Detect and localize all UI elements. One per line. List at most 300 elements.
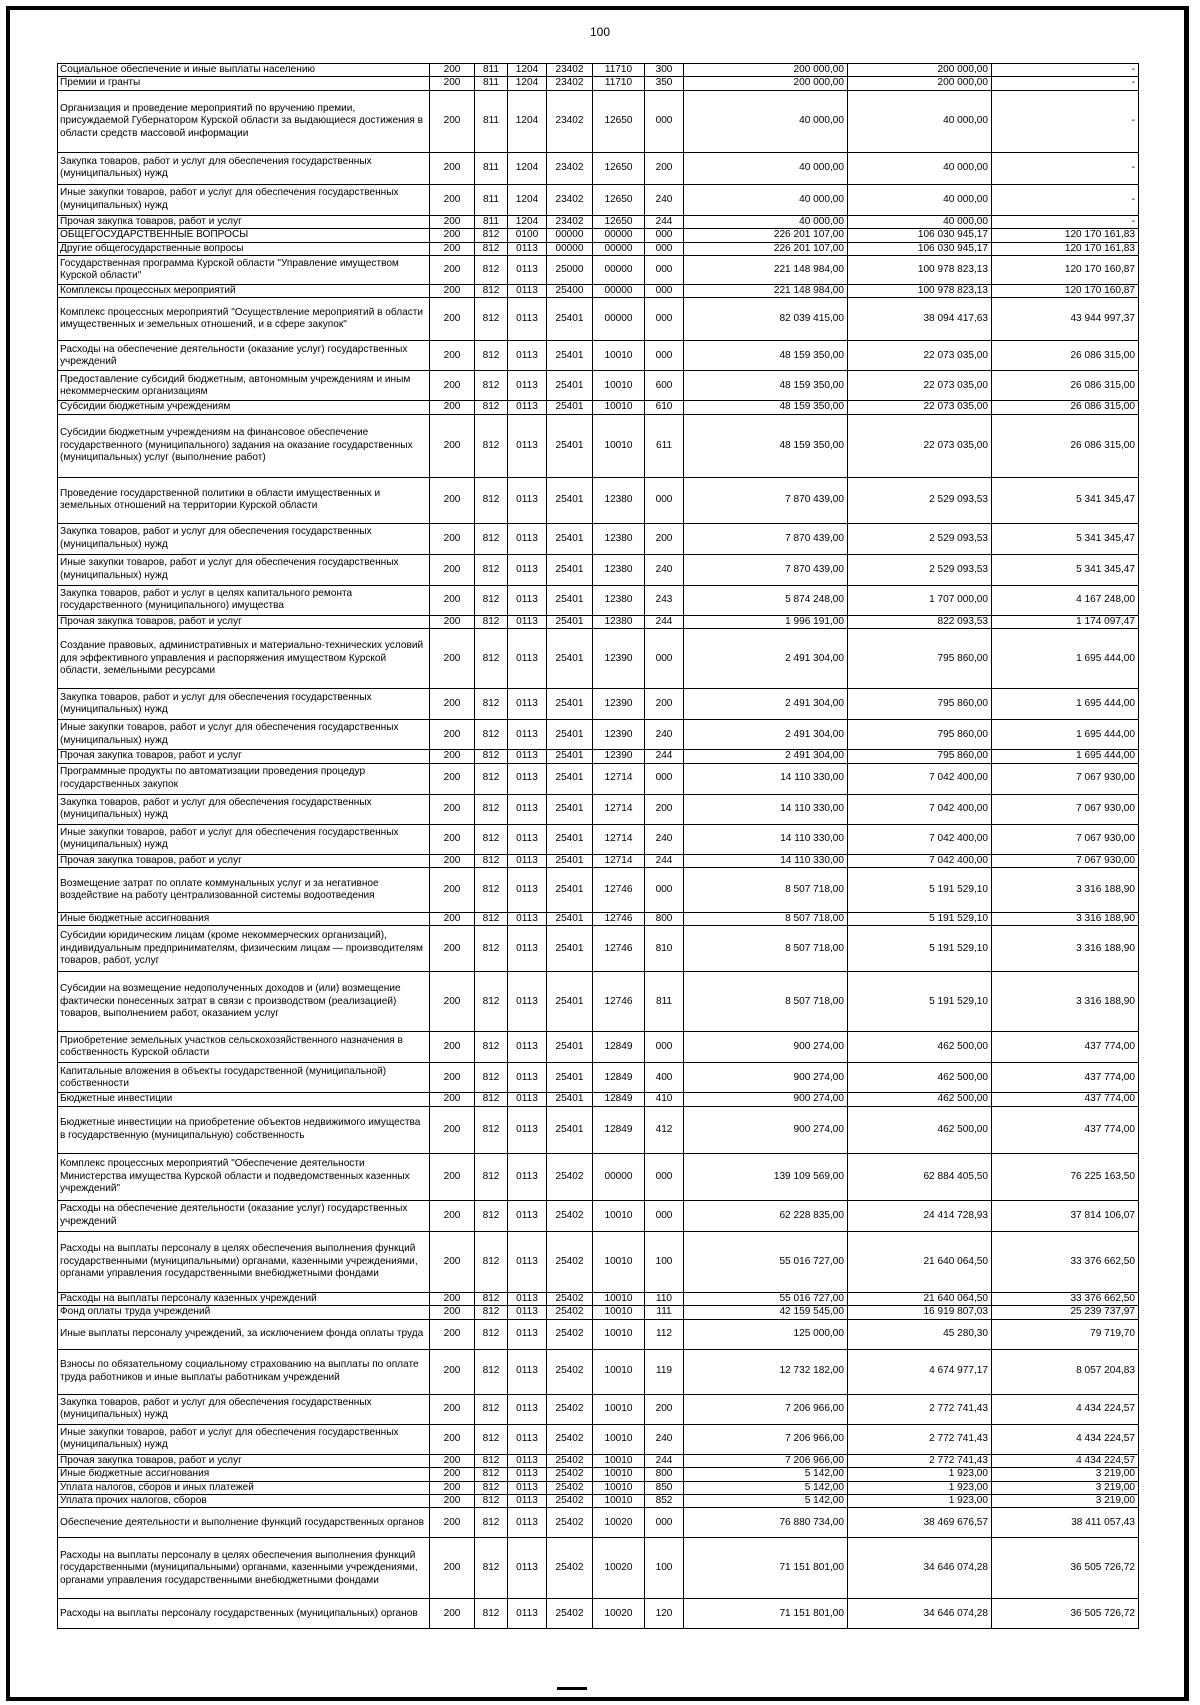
value-remaining: 5 341 345,47: [992, 554, 1139, 585]
value-plan: 5 142,00: [684, 1494, 848, 1507]
table-row: [58, 1468, 1139, 1481]
code-ministry: 812: [475, 615, 508, 628]
code-expense-type: 112: [645, 1319, 684, 1349]
code-section: 0113: [508, 1508, 547, 1538]
value-plan: 200 000,00: [684, 64, 848, 77]
row-name: Обеспечение деятельности и выполнение функций государственных органов: [58, 1508, 430, 1538]
code-ministry: 812: [475, 1200, 508, 1231]
value-plan: 62 228 835,00: [684, 1200, 848, 1231]
value-remaining: 4 434 224,57: [992, 1424, 1139, 1454]
code-expense-type: 000: [645, 256, 684, 285]
code-program: 25401: [547, 629, 593, 689]
row-name: Проведение государственной политики в области имущественных и земельных отношений на территории Курской области: [58, 477, 430, 523]
table-row: [58, 1319, 1139, 1349]
code-admin: 200: [430, 1468, 475, 1481]
table-row: [58, 341, 1139, 371]
value-plan: 221 148 984,00: [684, 256, 848, 285]
code-admin: 200: [430, 1424, 475, 1454]
code-section: 0113: [508, 720, 547, 750]
value-plan: 900 274,00: [684, 1093, 848, 1106]
table-row: [58, 1494, 1139, 1507]
value-plan: 14 110 330,00: [684, 763, 848, 794]
code-direction: 12650: [593, 90, 645, 152]
row-name: Иные выплаты персоналу учреждений, за исключением фонда оплаты труда: [58, 1319, 430, 1349]
code-direction: 12746: [593, 868, 645, 913]
code-expense-type: 119: [645, 1349, 684, 1394]
code-admin: 200: [430, 1494, 475, 1507]
code-section: 0113: [508, 1494, 547, 1507]
code-program: 25401: [547, 868, 593, 913]
value-plan: 2 491 304,00: [684, 689, 848, 720]
code-direction: 12849: [593, 1106, 645, 1153]
code-admin: 200: [430, 64, 475, 77]
code-program: 23402: [547, 64, 593, 77]
value-plan: 226 201 107,00: [684, 229, 848, 242]
code-program: 25402: [547, 1424, 593, 1454]
row-name: Премии и гранты: [58, 77, 430, 90]
code-section: 0113: [508, 554, 547, 585]
code-ministry: 811: [475, 77, 508, 90]
table-row: [58, 229, 1139, 242]
value-executed: 38 469 676,57: [848, 1508, 992, 1538]
code-program: 25401: [547, 824, 593, 854]
code-admin: 200: [430, 720, 475, 750]
code-ministry: 811: [475, 90, 508, 152]
row-name: Создание правовых, административных и материально-технических условий для эффективного управления и распоряжения имуществом Курской области, земельными ресурсами: [58, 629, 430, 689]
table-row: [58, 77, 1139, 90]
code-program: 25401: [547, 1106, 593, 1153]
code-program: 25401: [547, 689, 593, 720]
value-plan: 42 159 545,00: [684, 1306, 848, 1319]
value-executed: 795 860,00: [848, 750, 992, 763]
code-direction: 00000: [593, 298, 645, 341]
code-admin: 200: [430, 229, 475, 242]
value-executed: 5 191 529,10: [848, 868, 992, 913]
value-executed: 16 919 807,03: [848, 1306, 992, 1319]
code-program: 25402: [547, 1481, 593, 1494]
code-expense-type: 810: [645, 926, 684, 972]
value-remaining: 26 086 315,00: [992, 401, 1139, 414]
value-executed: 40 000,00: [848, 90, 992, 152]
value-plan: 14 110 330,00: [684, 854, 848, 867]
row-name: Взносы по обязательному социальному страхованию на выплаты по оплате труда работников и иные выплаты работникам учреждений: [58, 1349, 430, 1394]
code-direction: 10020: [593, 1599, 645, 1629]
page-number: 100: [589, 25, 611, 39]
value-remaining: 5 341 345,47: [992, 477, 1139, 523]
code-section: 1204: [508, 64, 547, 77]
row-name: Иные закупки товаров, работ и услуг для обеспечения государственных (муниципальных) нужд: [58, 184, 430, 215]
value-plan: 48 159 350,00: [684, 371, 848, 401]
value-executed: 22 073 035,00: [848, 371, 992, 401]
code-direction: 10010: [593, 1292, 645, 1305]
table-row: [58, 1349, 1139, 1394]
code-program: 25401: [547, 371, 593, 401]
code-section: 0113: [508, 763, 547, 794]
code-ministry: 812: [475, 763, 508, 794]
code-direction: 10010: [593, 1468, 645, 1481]
value-remaining: 7 067 930,00: [992, 794, 1139, 824]
table-row: [58, 1538, 1139, 1599]
value-executed: 200 000,00: [848, 64, 992, 77]
table-row: [58, 824, 1139, 854]
code-admin: 200: [430, 1394, 475, 1424]
code-admin: 200: [430, 1292, 475, 1305]
code-program: 25401: [547, 585, 593, 615]
table-row: [58, 523, 1139, 554]
code-program: 25401: [547, 1032, 593, 1063]
code-ministry: 812: [475, 1599, 508, 1629]
value-plan: 5 142,00: [684, 1481, 848, 1494]
code-section: 0113: [508, 414, 547, 477]
code-expense-type: 000: [645, 868, 684, 913]
code-expense-type: 350: [645, 77, 684, 90]
code-admin: 200: [430, 1106, 475, 1153]
code-program: 25401: [547, 854, 593, 867]
value-executed: 2 772 741,43: [848, 1424, 992, 1454]
code-section: 0113: [508, 1454, 547, 1467]
row-name: Расходы на выплаты персоналу в целях обеспечения выполнения функций государственными (муниципальными) органами, казенными учреждениями, органами управления государственными внебюджетными фондами: [58, 1538, 430, 1599]
table-row: [58, 913, 1139, 926]
code-admin: 200: [430, 215, 475, 228]
value-remaining: -: [992, 152, 1139, 184]
value-plan: 226 201 107,00: [684, 242, 848, 255]
code-expense-type: 000: [645, 242, 684, 255]
row-name: Другие общегосударственные вопросы: [58, 242, 430, 255]
value-remaining: -: [992, 184, 1139, 215]
code-admin: 200: [430, 629, 475, 689]
value-remaining: 3 219,00: [992, 1468, 1139, 1481]
value-remaining: 38 411 057,43: [992, 1508, 1139, 1538]
code-direction: 10010: [593, 1424, 645, 1454]
code-direction: 12380: [593, 615, 645, 628]
row-name: Иные закупки товаров, работ и услуг для обеспечения государственных (муниципальных) нужд: [58, 720, 430, 750]
code-expense-type: 240: [645, 824, 684, 854]
code-ministry: 812: [475, 1481, 508, 1494]
row-name: Субсидии бюджетным учреждениям: [58, 401, 430, 414]
value-executed: 2 772 741,43: [848, 1394, 992, 1424]
row-name: ОБЩЕГОСУДАРСТВЕННЫЕ ВОПРОСЫ: [58, 229, 430, 242]
code-section: 0113: [508, 371, 547, 401]
code-section: 0113: [508, 1153, 547, 1200]
row-name: Иные закупки товаров, работ и услуг для обеспечения государственных (муниципальных) нужд: [58, 1424, 430, 1454]
value-plan: 7 870 439,00: [684, 477, 848, 523]
code-program: 25401: [547, 1063, 593, 1093]
code-section: 0113: [508, 1093, 547, 1106]
value-executed: 62 884 405,50: [848, 1153, 992, 1200]
value-remaining: 1 695 444,00: [992, 750, 1139, 763]
code-program: 25401: [547, 750, 593, 763]
code-program: 23402: [547, 184, 593, 215]
code-admin: 200: [430, 1231, 475, 1292]
value-executed: 24 414 728,93: [848, 1200, 992, 1231]
value-remaining: 437 774,00: [992, 1063, 1139, 1093]
code-ministry: 812: [475, 1306, 508, 1319]
code-program: 25401: [547, 341, 593, 371]
code-ministry: 812: [475, 750, 508, 763]
code-expense-type: 000: [645, 229, 684, 242]
value-executed: 2 772 741,43: [848, 1454, 992, 1467]
code-ministry: 811: [475, 184, 508, 215]
code-ministry: 812: [475, 341, 508, 371]
code-ministry: 812: [475, 1106, 508, 1153]
budget-table: [57, 63, 1139, 1629]
code-direction: 12390: [593, 750, 645, 763]
code-direction: 10010: [593, 1349, 645, 1394]
value-plan: 1 996 191,00: [684, 615, 848, 628]
value-executed: 22 073 035,00: [848, 414, 992, 477]
code-section: 0113: [508, 824, 547, 854]
code-ministry: 812: [475, 689, 508, 720]
code-admin: 200: [430, 1063, 475, 1093]
value-executed: 21 640 064,50: [848, 1292, 992, 1305]
code-section: 1204: [508, 77, 547, 90]
table-row: [58, 477, 1139, 523]
code-ministry: 812: [475, 1292, 508, 1305]
value-executed: 100 978 823,13: [848, 256, 992, 285]
code-direction: 12390: [593, 689, 645, 720]
code-section: 0113: [508, 1538, 547, 1599]
code-admin: 200: [430, 1508, 475, 1538]
code-section: 0113: [508, 1394, 547, 1424]
row-name: Прочая закупка товаров, работ и услуг: [58, 854, 430, 867]
code-expense-type: 100: [645, 1538, 684, 1599]
table-row: [58, 1200, 1139, 1231]
code-expense-type: 110: [645, 1292, 684, 1305]
code-admin: 200: [430, 926, 475, 972]
value-executed: 34 646 074,28: [848, 1538, 992, 1599]
value-remaining: -: [992, 90, 1139, 152]
code-expense-type: 811: [645, 972, 684, 1032]
value-plan: 55 016 727,00: [684, 1231, 848, 1292]
code-expense-type: 000: [645, 298, 684, 341]
value-remaining: 33 376 662,50: [992, 1231, 1139, 1292]
code-section: 0100: [508, 229, 547, 242]
code-ministry: 812: [475, 1508, 508, 1538]
value-plan: 8 507 718,00: [684, 913, 848, 926]
table-row: [58, 1231, 1139, 1292]
code-program: 25402: [547, 1306, 593, 1319]
code-direction: 10020: [593, 1508, 645, 1538]
row-name: Расходы на выплаты персоналу государственных (муниципальных) органов: [58, 1599, 430, 1629]
value-executed: 200 000,00: [848, 77, 992, 90]
value-plan: 7 206 966,00: [684, 1394, 848, 1424]
code-direction: 00000: [593, 285, 645, 298]
code-expense-type: 800: [645, 913, 684, 926]
code-direction: 12380: [593, 585, 645, 615]
code-expense-type: 000: [645, 763, 684, 794]
row-name: Расходы на выплаты персоналу казенных учреждений: [58, 1292, 430, 1305]
value-remaining: 3 219,00: [992, 1494, 1139, 1507]
code-direction: 12746: [593, 926, 645, 972]
value-executed: 5 191 529,10: [848, 972, 992, 1032]
code-ministry: 812: [475, 1424, 508, 1454]
table-row: [58, 1153, 1139, 1200]
code-admin: 200: [430, 477, 475, 523]
code-expense-type: 610: [645, 401, 684, 414]
code-ministry: 812: [475, 1319, 508, 1349]
table-row: [58, 1063, 1139, 1093]
code-section: 0113: [508, 1292, 547, 1305]
table-row: [58, 1481, 1139, 1494]
code-expense-type: 000: [645, 90, 684, 152]
code-admin: 200: [430, 763, 475, 794]
value-executed: 1 923,00: [848, 1494, 992, 1507]
code-program: 25401: [547, 523, 593, 554]
code-admin: 200: [430, 1349, 475, 1394]
code-expense-type: 200: [645, 152, 684, 184]
row-name: Закупка товаров, работ и услуг в целях капитального ремонта государственного (муниципального) имущества: [58, 585, 430, 615]
value-remaining: 3 316 188,90: [992, 972, 1139, 1032]
value-remaining: 1 174 097,47: [992, 615, 1139, 628]
code-expense-type: 000: [645, 1153, 684, 1200]
code-admin: 200: [430, 152, 475, 184]
value-remaining: 3 219,00: [992, 1481, 1139, 1494]
code-expense-type: 410: [645, 1093, 684, 1106]
value-remaining: 36 505 726,72: [992, 1599, 1139, 1629]
code-program: 25402: [547, 1231, 593, 1292]
value-plan: 2 491 304,00: [684, 629, 848, 689]
value-plan: 900 274,00: [684, 1032, 848, 1063]
code-ministry: 812: [475, 585, 508, 615]
code-expense-type: 000: [645, 1200, 684, 1231]
row-name: Прочая закупка товаров, работ и услуг: [58, 615, 430, 628]
value-plan: 7 870 439,00: [684, 523, 848, 554]
row-name: Иные закупки товаров, работ и услуг для обеспечения государственных (муниципальных) нужд: [58, 554, 430, 585]
value-plan: 7 870 439,00: [684, 554, 848, 585]
table-row: [58, 285, 1139, 298]
table-row: [58, 256, 1139, 285]
value-executed: 795 860,00: [848, 689, 992, 720]
code-ministry: 812: [475, 1153, 508, 1200]
code-expense-type: 100: [645, 1231, 684, 1292]
value-executed: 106 030 945,17: [848, 229, 992, 242]
code-expense-type: 000: [645, 629, 684, 689]
row-name: Закупка товаров, работ и услуг для обеспечения государственных (муниципальных) нужд: [58, 689, 430, 720]
value-plan: 900 274,00: [684, 1063, 848, 1093]
value-remaining: 26 086 315,00: [992, 341, 1139, 371]
code-expense-type: 600: [645, 371, 684, 401]
code-admin: 200: [430, 371, 475, 401]
value-executed: 462 500,00: [848, 1093, 992, 1106]
code-ministry: 812: [475, 371, 508, 401]
code-section: 1204: [508, 184, 547, 215]
code-section: 1204: [508, 215, 547, 228]
value-executed: 822 093,53: [848, 615, 992, 628]
code-section: 0113: [508, 794, 547, 824]
value-executed: 40 000,00: [848, 152, 992, 184]
table-row: [58, 414, 1139, 477]
code-program: 25401: [547, 913, 593, 926]
budget-table-body: [58, 64, 1139, 1629]
code-section: 0113: [508, 1424, 547, 1454]
code-expense-type: 200: [645, 794, 684, 824]
code-admin: 200: [430, 285, 475, 298]
table-row: [58, 1454, 1139, 1467]
code-expense-type: 200: [645, 1394, 684, 1424]
code-section: 0113: [508, 1106, 547, 1153]
code-ministry: 812: [475, 256, 508, 285]
code-program: 25000: [547, 256, 593, 285]
code-section: 0113: [508, 298, 547, 341]
row-name: Государственная программа Курской области "Управление имуществом Курской области": [58, 256, 430, 285]
row-name: Иные закупки товаров, работ и услуг для обеспечения государственных (муниципальных) нужд: [58, 824, 430, 854]
row-name: Комплексы процессных мероприятий: [58, 285, 430, 298]
table-row: [58, 689, 1139, 720]
value-remaining: 37 814 106,07: [992, 1200, 1139, 1231]
code-program: 25402: [547, 1508, 593, 1538]
code-section: 0113: [508, 1319, 547, 1349]
code-admin: 200: [430, 1032, 475, 1063]
code-direction: 10010: [593, 1319, 645, 1349]
code-admin: 200: [430, 1454, 475, 1467]
row-name: Фонд оплаты труда учреждений: [58, 1306, 430, 1319]
row-name: Субсидии бюджетным учреждениям на финансовое обеспечение государственного (муниципального) задания на оказание государственных (муниципальных) услуг (выполнение работ): [58, 414, 430, 477]
value-remaining: 43 944 997,37: [992, 298, 1139, 341]
value-executed: 795 860,00: [848, 720, 992, 750]
value-executed: 462 500,00: [848, 1032, 992, 1063]
table-row: [58, 926, 1139, 972]
code-expense-type: 852: [645, 1494, 684, 1507]
code-direction: 12849: [593, 1063, 645, 1093]
code-program: 23402: [547, 77, 593, 90]
code-expense-type: 000: [645, 285, 684, 298]
value-executed: 4 674 977,17: [848, 1349, 992, 1394]
value-executed: 7 042 400,00: [848, 824, 992, 854]
code-ministry: 812: [475, 1063, 508, 1093]
value-remaining: 437 774,00: [992, 1093, 1139, 1106]
value-executed: 5 191 529,10: [848, 926, 992, 972]
code-direction: 00000: [593, 229, 645, 242]
code-direction: 10010: [593, 341, 645, 371]
value-remaining: 3 316 188,90: [992, 868, 1139, 913]
table-row: [58, 763, 1139, 794]
code-direction: 10010: [593, 1394, 645, 1424]
value-remaining: 5 341 345,47: [992, 523, 1139, 554]
code-direction: 10010: [593, 1231, 645, 1292]
code-program: 25402: [547, 1599, 593, 1629]
code-direction: 12650: [593, 184, 645, 215]
value-executed: 1 923,00: [848, 1468, 992, 1481]
row-name: Прочая закупка товаров, работ и услуг: [58, 750, 430, 763]
code-admin: 200: [430, 184, 475, 215]
code-ministry: 812: [475, 1454, 508, 1467]
code-section: 0113: [508, 1468, 547, 1481]
value-executed: 40 000,00: [848, 215, 992, 228]
code-direction: 12714: [593, 794, 645, 824]
code-program: 23402: [547, 90, 593, 152]
table-row: [58, 554, 1139, 585]
page-frame-bottom: [6, 1697, 1189, 1701]
value-executed: 462 500,00: [848, 1063, 992, 1093]
code-program: 25401: [547, 794, 593, 824]
code-direction: 12746: [593, 913, 645, 926]
value-executed: 40 000,00: [848, 184, 992, 215]
code-program: 25401: [547, 972, 593, 1032]
code-ministry: 812: [475, 854, 508, 867]
value-executed: 45 280,30: [848, 1319, 992, 1349]
code-ministry: 812: [475, 298, 508, 341]
value-executed: 21 640 064,50: [848, 1231, 992, 1292]
table-row: [58, 854, 1139, 867]
code-admin: 200: [430, 1306, 475, 1319]
code-section: 0113: [508, 854, 547, 867]
code-direction: 12390: [593, 629, 645, 689]
code-direction: 10010: [593, 1481, 645, 1494]
value-remaining: 33 376 662,50: [992, 1292, 1139, 1305]
row-name: Иные бюджетные ассигнования: [58, 1468, 430, 1481]
value-remaining: -: [992, 215, 1139, 228]
scan-mark: [557, 1687, 587, 1690]
